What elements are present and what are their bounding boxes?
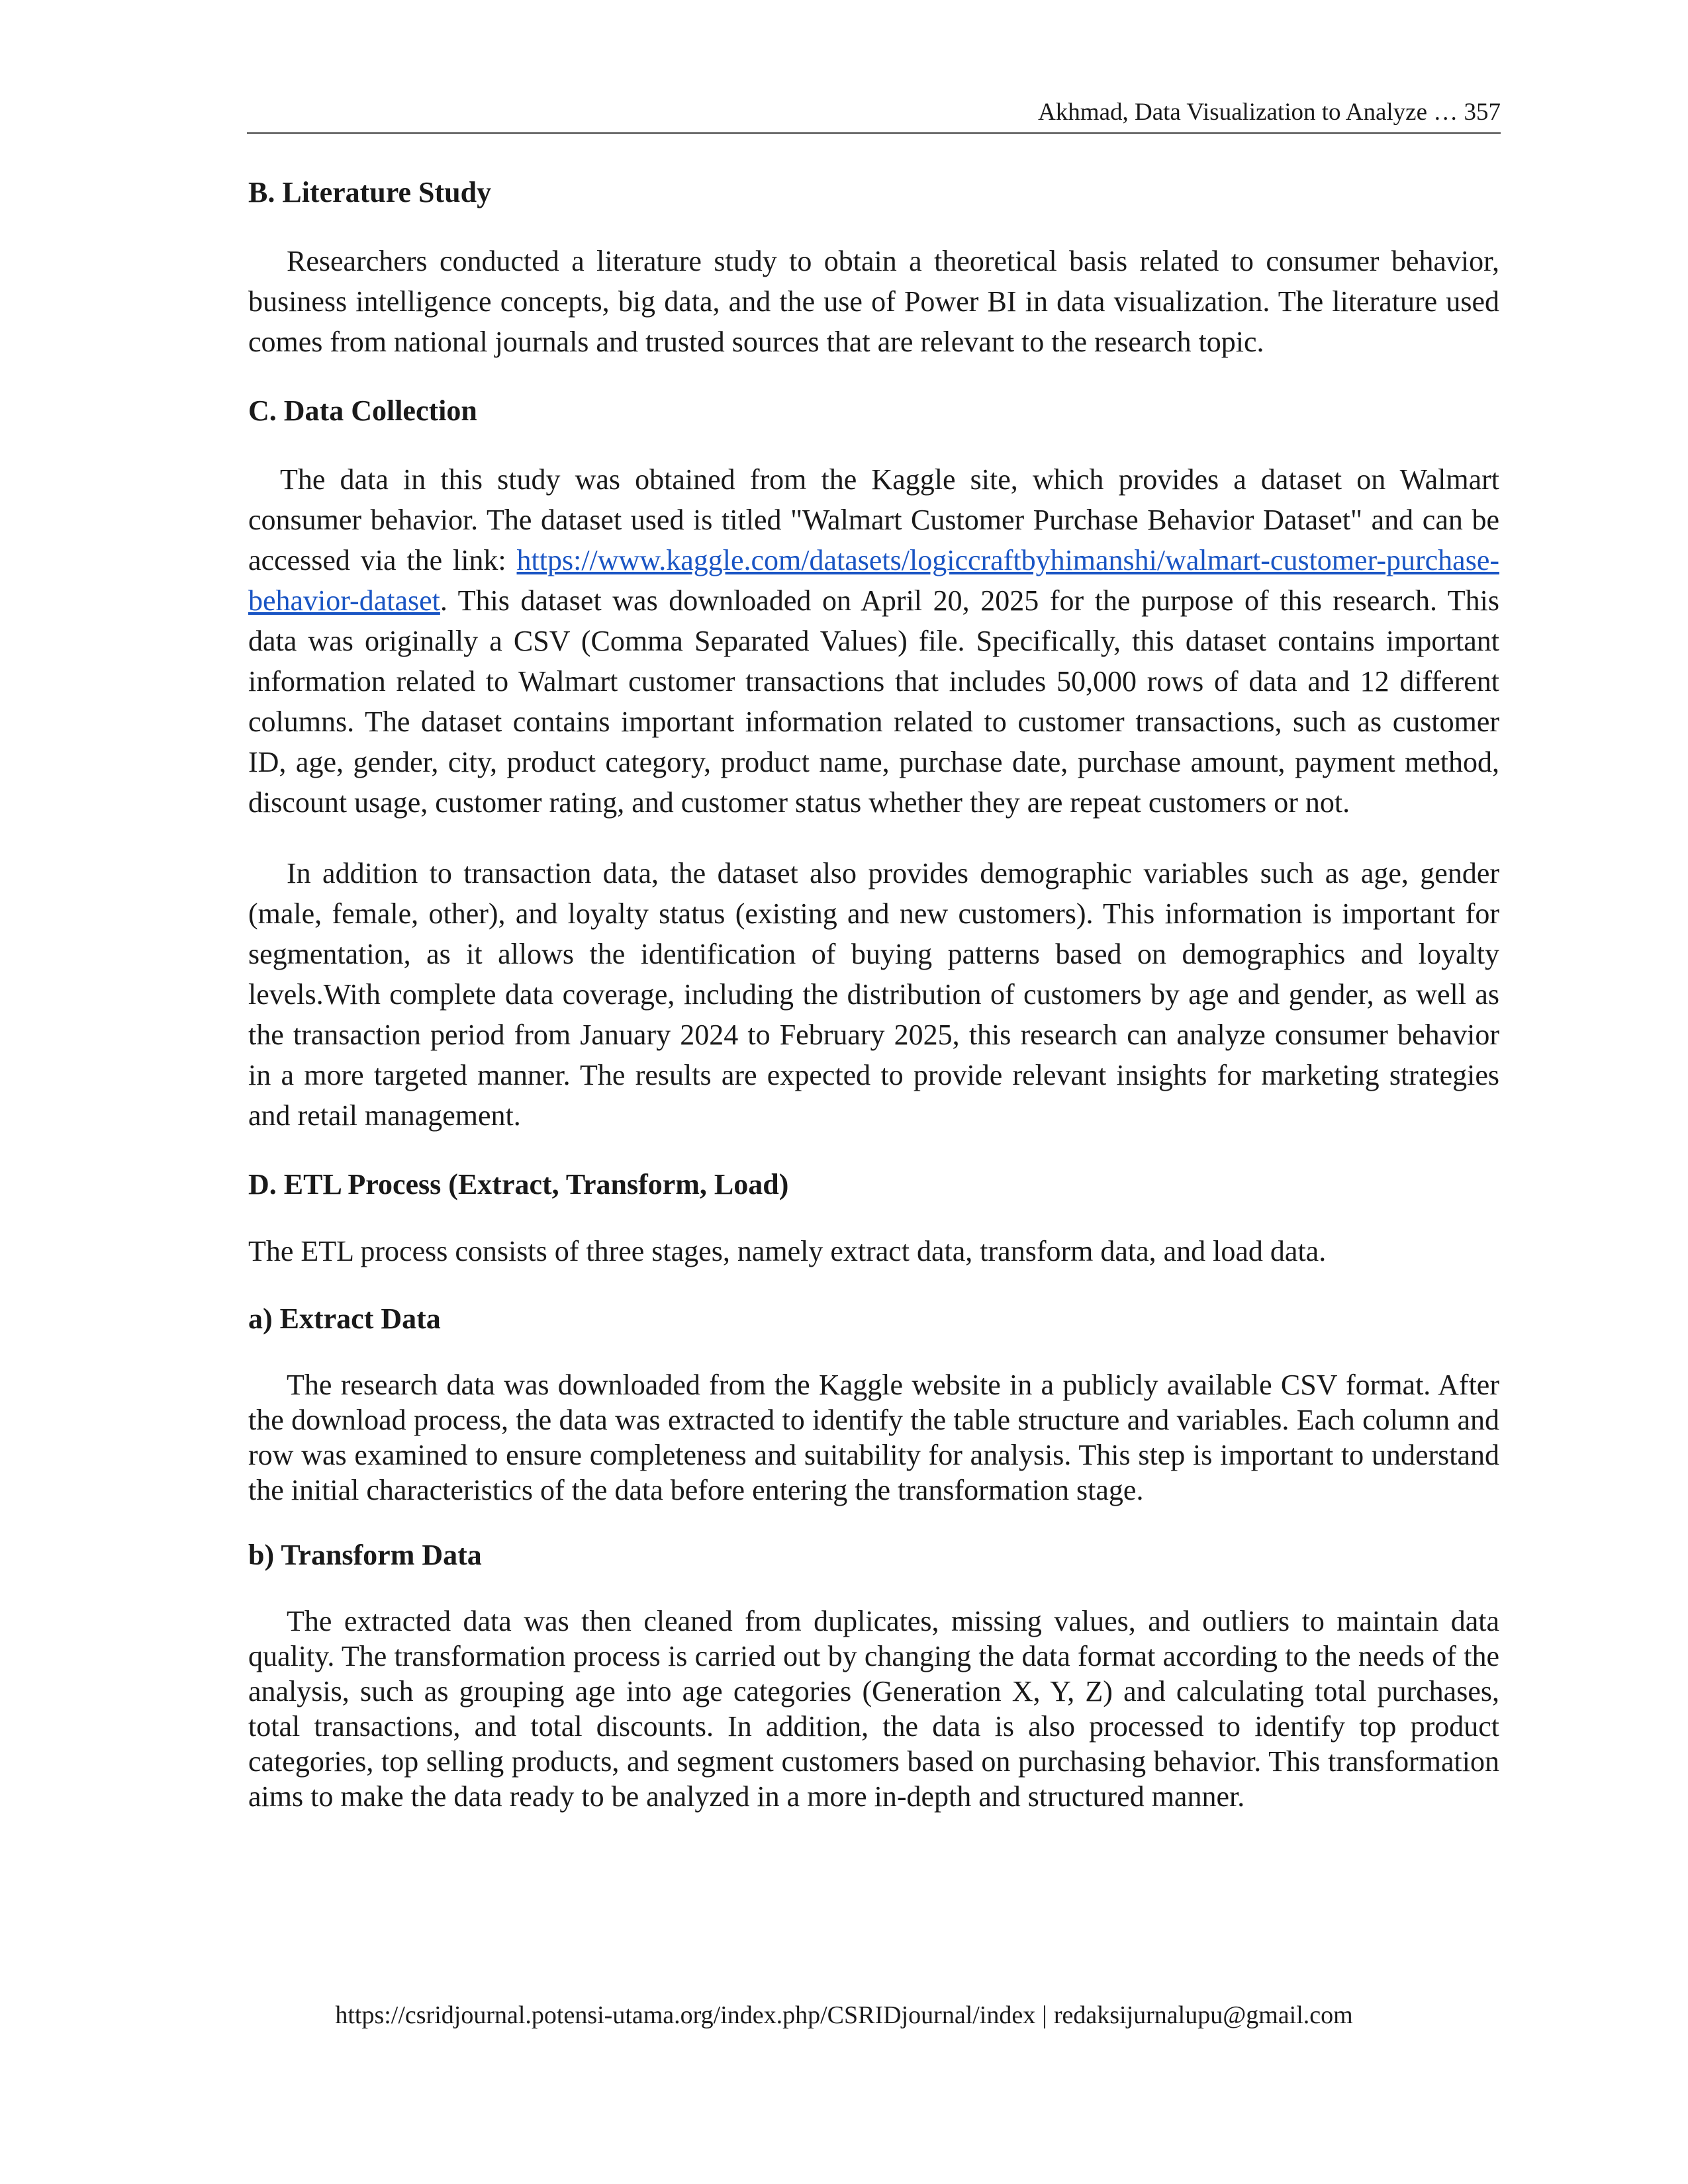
running-header: [247, 93, 1501, 134]
article-body: [248, 152, 1499, 1814]
data-collection-text-before-link: The data in this study was obtained from the Kaggle site, which provides a dataset on Walmart consumer behavior. The dataset used is titled "Walmart Customer Purchase Behavior Dataset" and can be accessed via the link:: [248, 463, 1499, 576]
section-heading-literature-study: B. Literature Study: [248, 176, 492, 208]
data-collection-text-after-link: . This dataset was downloaded on April 20, 2025 for the purpose of this research. This data was originally a CSV (Comma Separated Values) file. Specifically, this dataset contains important information related to Walmart customer transactions that includes 50,000 rows of data and 12 different columns. The dataset contains important information related to customer transactions, such as customer ID, age, gender, city, product category, product name, purchase date, purchase amount, payment method, discount usage, customer rating, and customer status whether they are repeat customers or not.: [248, 584, 1499, 819]
footer-separator: |: [1042, 2001, 1047, 2029]
section-heading-data-collection: C. Data Collection: [248, 394, 477, 427]
subsection-heading-extract-data: a) Extract Data: [248, 1302, 441, 1336]
data-collection-paragraph-2: In addition to transaction data, the dataset also provides demographic variables such as age, gender (male, female, other), and loyalty status (existing and new customers). This information is important for segmentation, as it allows the identification of buying patterns based on demographics and loyalty levels.With complete data coverage, including the distribution of customers by age and gender, as well as the transaction period from January 2024 to February 2025, this research can analyze consumer behavior in a more targeted manner. The results are expected to provide relevant insights for marketing strategies and retail management.: [248, 856, 1499, 1132]
transform-data-paragraph: The extracted data was then cleaned from duplicates, missing values, and outliers to maintain data quality. The transformation process is carried out by changing the data format according to the needs of the analysis, such as grouping age into age categories (Generation X, Y, Z) and calculating total purchases, total transactions, and total discounts. In addition, the data is also processed to identify top product categories, top selling products, and segment customers based on purchasing behavior. This transformation aims to make the data ready to be analyzed in a more in-depth and structured manner.: [248, 1604, 1499, 1813]
kaggle-dataset-link[interactable]: https://www.kaggle.com/datasets/logiccraftbyhimanshi/walmart-customer-purchase-behavior-dataset: [248, 543, 1499, 617]
section-heading-etl-process: D. ETL Process (Extract, Transform, Load): [248, 1167, 789, 1201]
page-footer: [0, 1999, 1688, 2032]
extract-data-paragraph: The research data was downloaded from the Kaggle website in a publicly available CSV format. After the download process, the data was extracted to identify the table structure and variables. Each column and row was examined to ensure completeness and suitability for analysis. This step is important to understand the initial characteristics of the data before entering the transformation stage.: [248, 1369, 1499, 1507]
footer-journal-url: https://csridjournal.potensi-utama.org/index.php/CSRIDjournal/index: [335, 2001, 1036, 2029]
footer-email: redaksijurnalupu@gmail.com: [1053, 2001, 1353, 2029]
data-collection-paragraph-1: [248, 459, 1499, 823]
etl-intro-paragraph: The ETL process consists of three stages, namely extract data, transform data, and load data.: [248, 1235, 1327, 1268]
literature-study-paragraph: Researchers conducted a literature study to obtain a theoretical basis related to consumer behavior, business intelligence concepts, big data, and the use of Power BI in data visualization. The literature used comes from national journals and trusted sources that are relevant to the research topic.: [248, 244, 1499, 358]
running-header-title: Akhmad, Data Visualization to Analyze … 357: [1038, 99, 1501, 126]
subsection-heading-transform-data: b) Transform Data: [248, 1539, 482, 1572]
